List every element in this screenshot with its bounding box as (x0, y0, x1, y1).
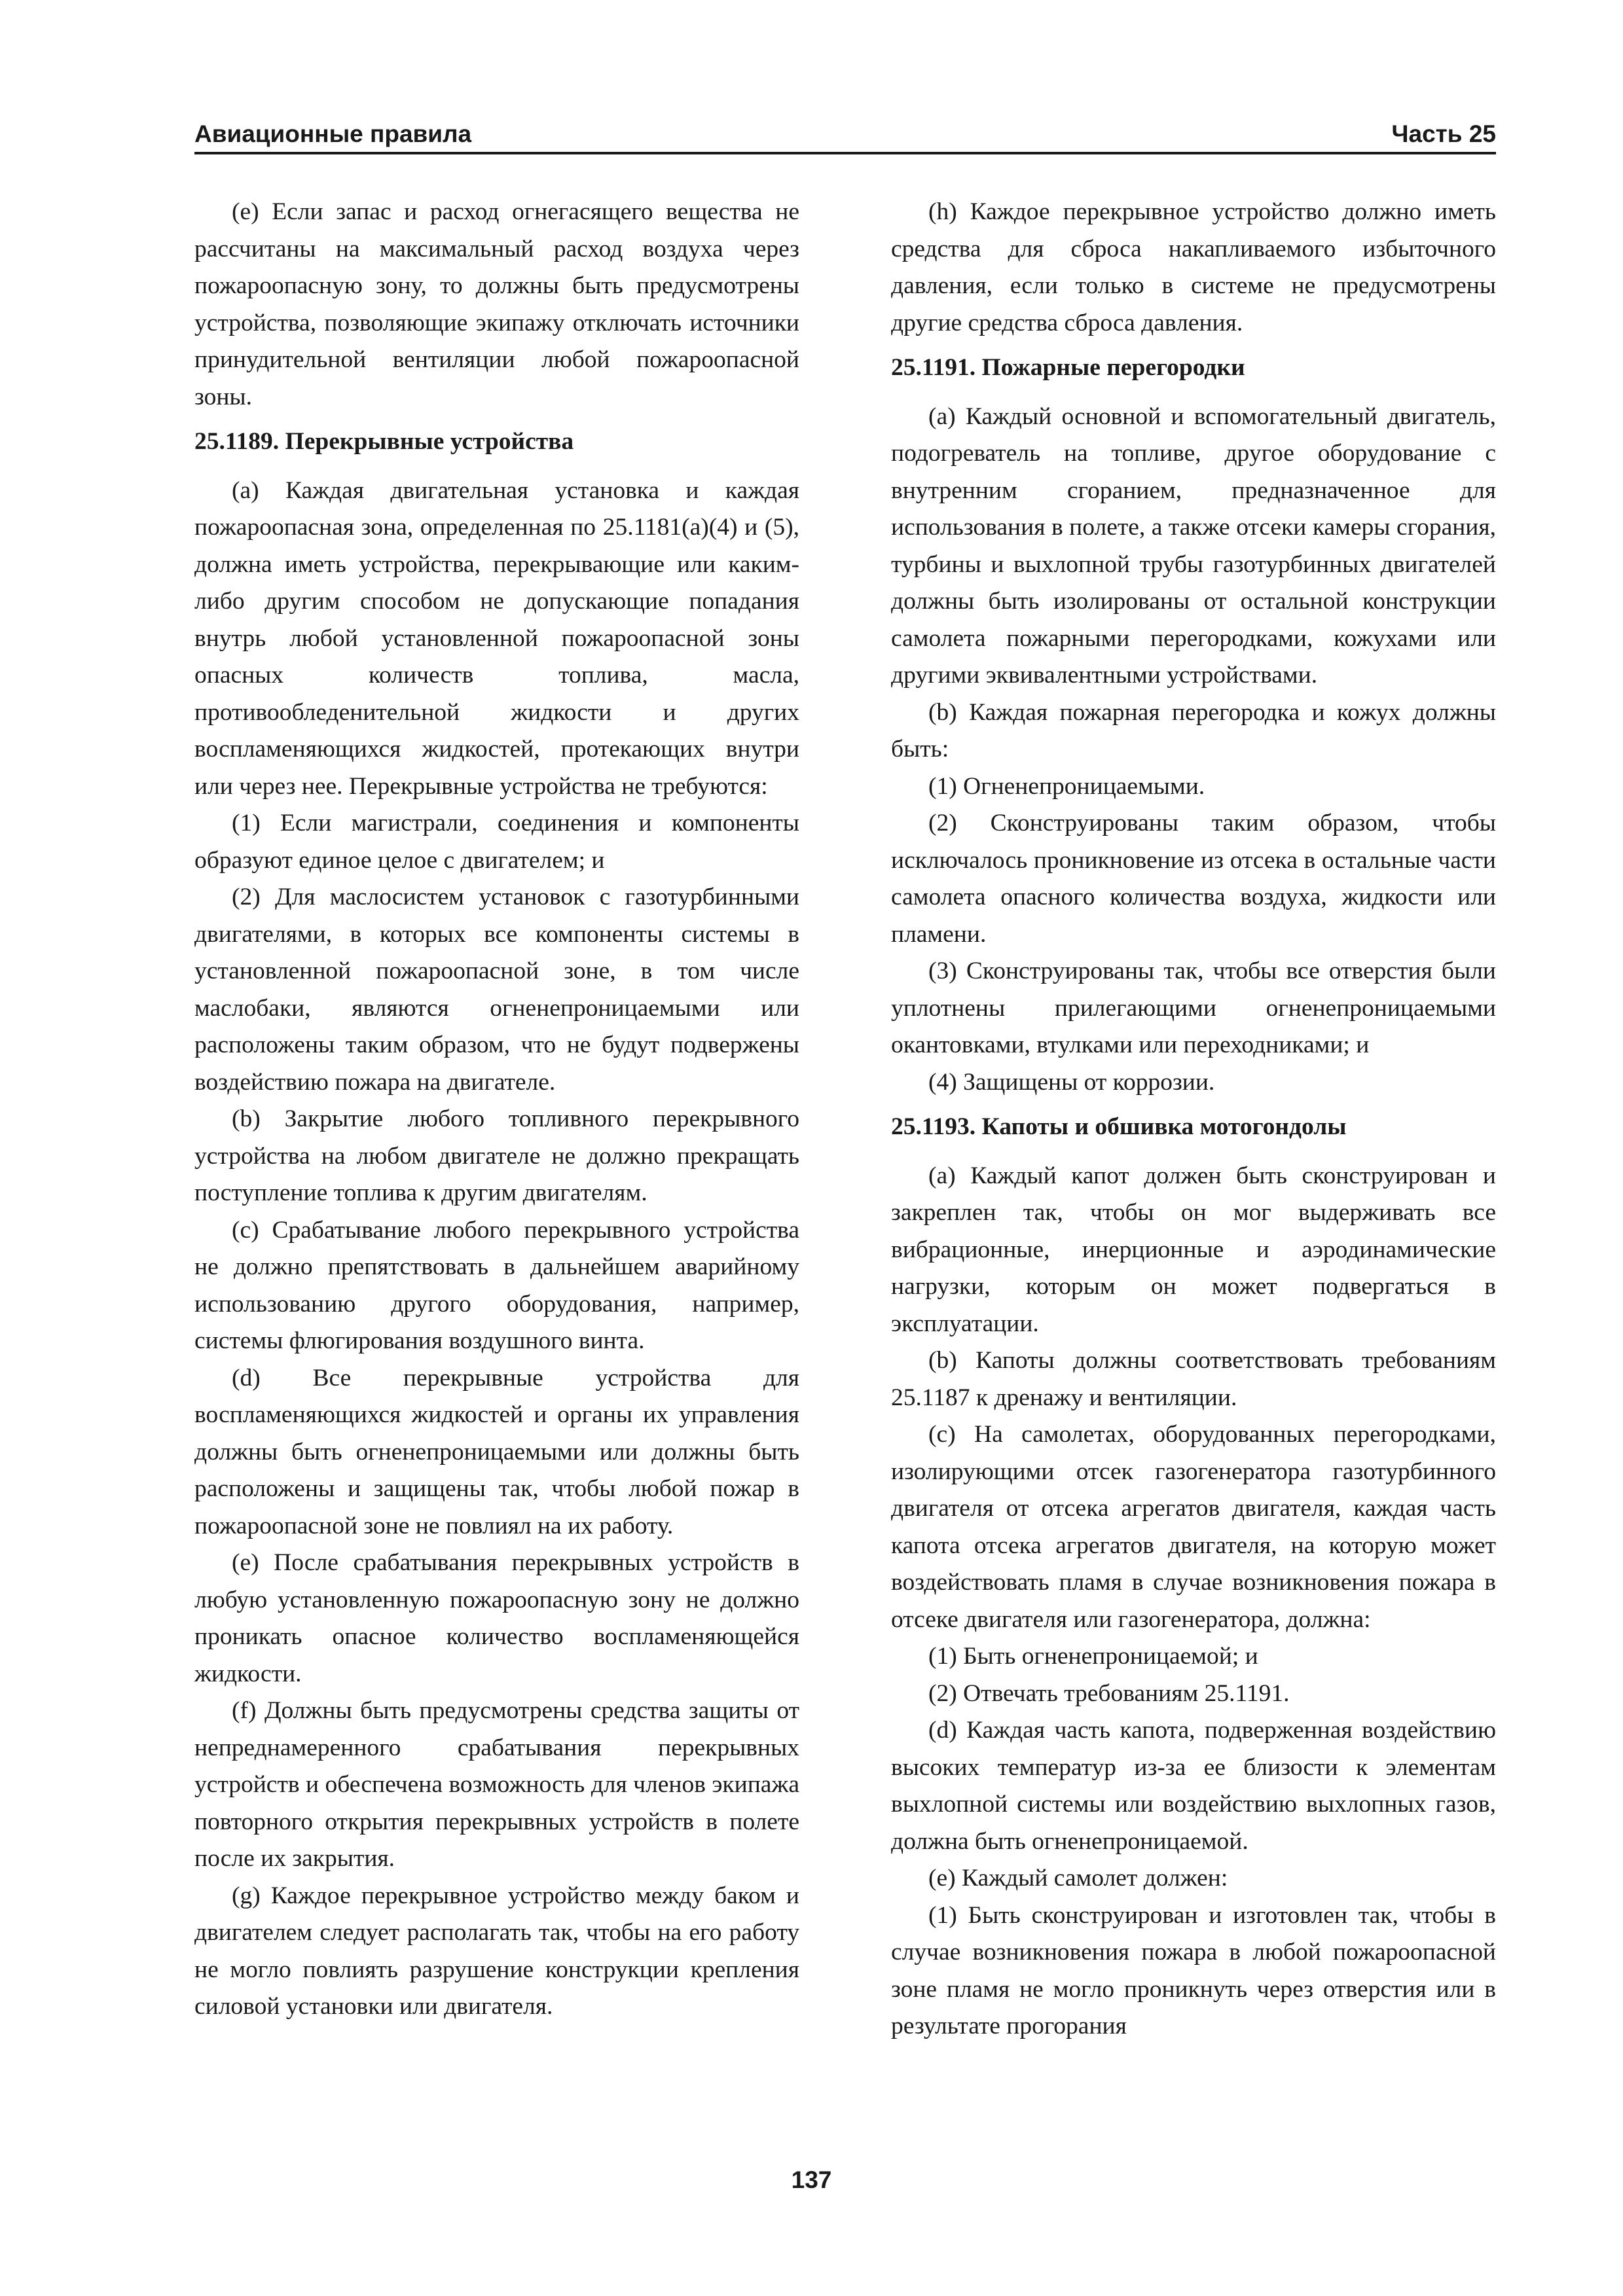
paragraph-g: (g) Каждое перекрывное устройство между баком и двигателем следует располагать так, чтобы на его работу не могло повлиять разрушение конструкции крепления силовой установки или двигателя. (194, 1882, 799, 2020)
paragraph-1191-b3: (3) Сконструированы так, чтобы все отверстия были уплотнены прилегающими огненепроницаемыми окантовками, втулками или переходниками; и (891, 958, 1496, 1058)
paragraph-h: (h) Каждое перекрывное устройство должно иметь средства для сброса накапливаемого избыточного давления, если только в системе не предусмотрены другие средства сброса давления. (891, 198, 1496, 336)
paragraph-1193-e: (e) Каждый самолет должен: (928, 1865, 1228, 1892)
paragraph-1193-a: (a) Каждый капот должен быть сконструирован и закреплен так, чтобы он мог выдерживать все вибрационные, инерционные и аэродинамические нагрузки, которым он может подвергаться в эксплуатации. (891, 1162, 1496, 1337)
section-heading-25-1189: 25.1189. Перекрывные устройства (194, 428, 574, 455)
paragraph-1193-b: (b) Капоты должны соответствовать требованиям 25.1187 к дренажу и вентиляции. (891, 1347, 1496, 1411)
paragraph-1191-b4: (4) Защищены от коррозии. (928, 1068, 1215, 1096)
paragraph-b: (b) Закрытие любого топливного перекрывного устройства на любом двигателе не должно прекращать поступление топлива к другим двигателям. (194, 1105, 799, 1206)
header-rule (194, 152, 1496, 154)
running-header (194, 113, 1496, 152)
header-part: Часть 25 (1391, 120, 1496, 147)
paragraph-a: (a) Каждая двигательная установка и каждая пожароопасная зона, определенная по 25.1181(a)(4) и (5), должна иметь устройства, перекрывающие или каким-либо другим способом не допускающие попадания внутрь любой установленной пожароопасной зоны опасных количеств топлива, масла, противообледенительной жидкости и других воспламеняющихся жидкостей, протекающих внутри или через нее. Перекрывные устройства не требуются: (194, 476, 799, 800)
section-heading-25-1193: 25.1193. Капоты и обшивка мотогондолы (891, 1113, 1347, 1140)
paragraph-d: (d) Все перекрывные устройства для воспламеняющихся жидкостей и органы их управления должны быть огненепроницаемыми или должны быть расположены и защищены так, чтобы любой пожар в пожароопасной зоне не повлиял на их работу. (194, 1364, 799, 1539)
left-column (194, 194, 799, 2026)
paragraph-e: (e) После срабатывания перекрывных устройств в любую установленную пожароопасную зону не должно проникать опасное количество воспламеняющейся жидкости. (194, 1549, 799, 1687)
page-number: 137 (791, 2166, 832, 2193)
paragraph-a1: (1) Если магистрали, соединения и компоненты образуют единое целое с двигателем; и (194, 810, 799, 874)
paragraph-1193-e1: (1) Быть сконструирован и изготовлен так, чтобы в случае возникновения пожара в любой пожароопасной зоне пламя не могло проникнуть через отверстия или в результате прогорания (891, 1901, 1496, 2039)
paragraph-1193-c1: (1) Быть огненепроницаемой; и (928, 1643, 1258, 1670)
paragraph-1193-c2: (2) Отвечать требованиям 25.1191. (928, 1679, 1290, 1707)
paragraph-1191-b2: (2) Сконструированы таким образом, чтобы исключалось проникновение из отсека в остальные части самолета опасного количества воздуха, жидкости или пламени. (891, 810, 1496, 948)
paragraph-a2: (2) Для маслосистем установок с газотурбинными двигателями, в которых все компоненты системы в установленной пожароопасной зоне, в том числе маслобаки, являются огненепроницаемыми или расположены таким образом, что не будут подвержены воздействию пожара на двигателе. (194, 884, 799, 1096)
paragraph-1191-b: (b) Каждая пожарная перегородка и кожух должны быть: (891, 698, 1496, 762)
paragraph-f: (f) Должны быть предусмотрены средства защиты от непреднамеренного срабатывания перекрывных устройств и обеспечена возможность для членов экипажа повторного открытия перекрывных устройств в полете после их закрытия. (194, 1697, 799, 1872)
paragraph-1191-b1: (1) Огненепроницаемыми. (928, 772, 1205, 800)
right-column (891, 194, 1496, 2045)
paragraph-c: (c) Срабатывание любого перекрывного устройства не должно препятствовать в дальнейшем аварийному использованию другого оборудования, например, системы флюгирования воздушного винта. (194, 1216, 799, 1354)
header-title: Авиационные правила (194, 120, 472, 147)
paragraph-1191-a: (a) Каждый основной и вспомогательный двигатель, подогреватель на топливе, другое оборудование с внутренним сгоранием, предназначенное для использования в полете, а также отсеки камеры сгорания, турбины и выхлопной трубы газотурбинных двигателей должны быть изолированы от остальной конструкции самолета пожарными перегородками, кожухами или другими эквивалентными устройствами. (891, 403, 1496, 689)
paragraph-1193-d: (d) Каждая часть капота, подверженная воздействию высоких температур из-за ее близости к элементам выхлопной системы или воздействию выхлопных газов, должна быть огненепроницаемой. (891, 1717, 1496, 1855)
paragraph-e-ventilation: (e) Если запас и расход огнегасящего вещества не рассчитаны на максимальный расход воздуха через пожароопасную зону, то должны быть предусмотрены устройства, позволяющие экипажу отключать источники принудительной вентиляции любой пожароопасной зоны. (194, 198, 799, 410)
section-heading-25-1191: 25.1191. Пожарные перегородки (891, 354, 1245, 381)
paragraph-1193-c: (c) На самолетах, оборудованных перегородками, изолирующими отсек газогенератора газотурбинного двигателя от отсека агрегатов двигателя, каждая часть капота отсека агрегатов двигателя, на которую может воздействовать пламя в случае возникновения пожара в отсеке двигателя или газогенератора, должна: (891, 1421, 1496, 1633)
